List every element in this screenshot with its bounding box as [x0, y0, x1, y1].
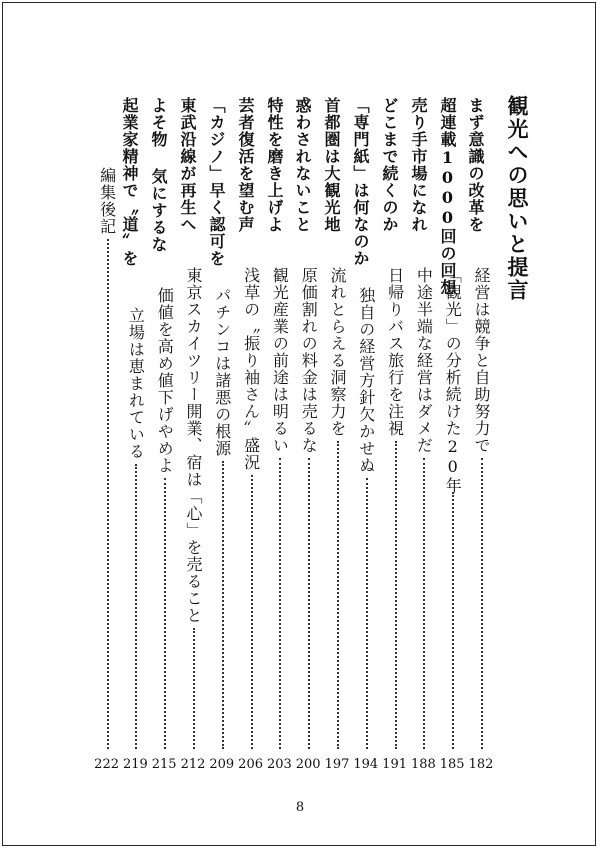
toc-item-text: 価値を高め値下げやめよ: [155, 287, 175, 474]
dot-leader: [423, 458, 425, 749]
toc-page-number: 200: [295, 757, 321, 772]
dot-leader: [279, 458, 281, 749]
page-number: 8: [295, 800, 305, 815]
toc-heading-text: 「カジノ」早く認可を: [207, 97, 226, 267]
toc-item-text: 日帰りバス旅行を注視: [385, 267, 405, 437]
dot-leader: [481, 458, 483, 749]
dot-leader: [193, 628, 195, 749]
dot-leader: [251, 475, 253, 749]
dot-leader: [452, 492, 454, 749]
toc-item-text: 経営は競争と自助努力で: [472, 267, 491, 454]
toc-page-number: 215: [151, 757, 177, 772]
toc-heading-text: 特性を磨き上げよ: [265, 97, 284, 233]
toc-item-text: 「観光」の分析続けた20年: [443, 267, 463, 494]
toc-page-number: 188: [410, 757, 436, 772]
dot-leader: [107, 239, 109, 749]
toc-heading-text: 東武沿線が再生へ: [178, 97, 197, 233]
dot-leader: [222, 461, 224, 749]
toc-heading-text: 惑わされないこと: [293, 97, 312, 233]
toc-page-number: 194: [353, 757, 379, 772]
toc-item-text: 中途半端な経営はダメだ: [414, 267, 434, 454]
toc-page-number: 185: [439, 757, 465, 772]
toc-heading-text: 「専門紙」は何なのか: [351, 97, 370, 267]
toc-page-number: 203: [266, 757, 292, 772]
toc-page-number: 182: [468, 757, 494, 772]
toc-item-text: 東京スカイツリー開業、宿は「心」を売ること: [184, 267, 203, 624]
toc-item-text: パチンコは諸悪の根源: [212, 287, 232, 457]
toc-heading-text: 首都圏は大観光地: [322, 97, 341, 233]
toc-page-number: 212: [180, 757, 206, 772]
dot-leader: [337, 441, 339, 749]
dot-leader: [395, 441, 397, 749]
toc-item-text: 独自の経営方針欠かせぬ: [356, 287, 376, 474]
section-title: 観光への思いと提言: [505, 95, 530, 302]
toc-page-number: 219: [122, 757, 148, 772]
dot-leader: [366, 478, 368, 749]
toc-page-number: 206: [238, 757, 263, 772]
toc-page-number: 197: [324, 757, 350, 772]
toc-item-text: 原価割れの料金は売るな: [299, 267, 319, 454]
toc-page-number: 209: [209, 757, 235, 772]
toc-heading-text: 芸者復活を望む声: [236, 97, 255, 233]
toc-heading-text: 売り手市場になれ: [409, 97, 428, 233]
toc-page-number: 191: [382, 757, 407, 772]
toc-heading-text: 起業家精神で〝道〟を: [120, 97, 139, 267]
toc-heading-text: まず意識の改革を: [466, 97, 485, 233]
toc-item-text: 立場は恵まれている: [126, 307, 146, 460]
toc-item-text: 浅草の〝振り袖さん〟盛況: [241, 267, 261, 471]
toc-heading-text: どこまで続くのか: [380, 97, 399, 233]
dot-leader: [135, 464, 137, 749]
toc-item-text: 流れとらえる洞察力を: [328, 267, 347, 437]
toc-heading-text: 超連載1000回の回想: [438, 97, 457, 296]
toc-item-text: 編集後記: [97, 167, 117, 235]
toc-item-text: 観光産業の前途は明るい: [270, 267, 290, 454]
toc-page-number: 222: [94, 757, 119, 772]
dot-leader: [308, 458, 310, 749]
dot-leader: [164, 478, 166, 749]
toc-heading-text: よそ物 気にするな: [149, 97, 168, 253]
